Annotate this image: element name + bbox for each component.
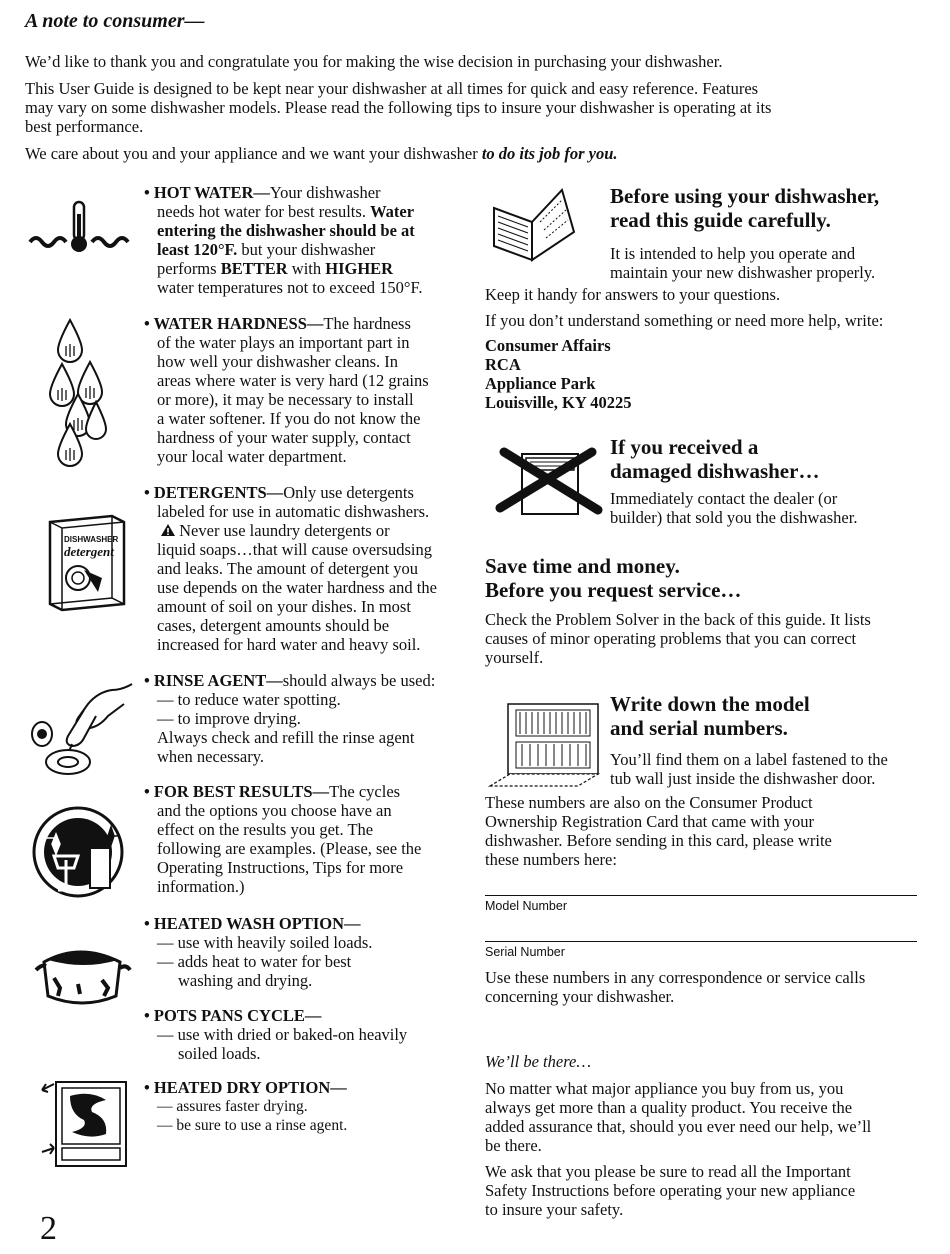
tip-pots-pans-line: — use with dried or baked-on heavily [157,1025,408,1044]
tip-best-results-line: following are examples. (Please, see the [157,839,422,858]
tip-detergents-line: and leaks. The amount of detergent you [157,559,419,578]
tip-hot-water-line: with [287,259,326,278]
tip-detergents-line: labeled for use in automatic dishwashers. [157,502,430,521]
tip-detergents-warning: Never use laundry detergents or [175,521,390,540]
before-using-text-2: maintain your new dishwasher properly. [610,263,876,282]
thermometer-icon [28,200,133,258]
damaged-heading-1: If you received a [610,435,759,459]
tip-rinse-agent-first: should always be used: [282,671,436,690]
damaged-text-1: Immediately contact the dealer (or [610,489,838,508]
use-numbers-line: Use these numbers in any correspondence or service calls [485,968,866,987]
save-time-line: Check the Problem Solver in the back of this guide. It lists [485,610,871,629]
intro-paragraph-3 [25,144,925,163]
damaged-heading-2: damaged dishwasher… [610,459,820,483]
tip-water-hardness-line: hardness of your water supply, contact [157,428,411,447]
intro-p3-emphasis: to do its job for you. [481,144,618,163]
numbers-paragraph [485,793,925,869]
safety-line: to insure your safety. [485,1200,624,1219]
use-numbers-paragraph [485,968,925,1006]
before-using-heading-1: Before using your dishwasher, [610,184,880,208]
tip-detergents-heading: • DETERGENTS— [144,483,284,502]
tip-water-hardness-line: your local water department. [157,447,347,466]
damaged-section [610,435,930,527]
tip-hot-water-line: least 120°F. [157,240,238,259]
mailing-address [485,336,925,412]
save-time-line: yourself. [485,648,544,667]
sparkling-dishes-icon [32,800,132,900]
tip-pots-pans [144,1006,464,1063]
tip-best-results-line: Operating Instructions, Tips for more [157,858,404,877]
tip-heated-dry [144,1078,464,1135]
tip-hot-water-bold: Water [370,202,415,221]
save-time-heading-2: Before you request service… [485,578,742,602]
tip-rinse-agent-heading: • RINSE AGENT— [144,671,283,690]
save-time-section [485,554,925,667]
tip-water-hardness-line: of the water plays an important part in [157,333,410,352]
tip-water-hardness-line: areas where water is very hard (12 grains [157,371,429,390]
tip-pots-pans-heading: • POTS PANS CYCLE— [144,1006,322,1025]
tip-detergents-line: amount of soil on your dishes. In most [157,597,411,616]
intro-p2-line2: may vary on some dishwasher models. Please read the following tips to insure your dishwasher is operating at its [25,98,772,117]
tip-hot-water-line: needs hot water for best results. [157,202,366,221]
tip-water-hardness-line: how well your dishwasher cleans. In [157,352,399,371]
tip-rinse-agent [144,671,464,766]
tip-hot-water-line: water temperatures not to exceed 150°F. [157,278,423,297]
safety-line: We ask that you please be sure to read all the Important [485,1162,851,1181]
tip-rinse-agent-line: — to improve drying. [157,709,301,728]
tip-heated-wash-line: washing and drying. [178,971,313,990]
tip-best-results-line: information.) [157,877,245,896]
dishwasher-dry-icon [40,1076,132,1170]
tip-detergents-line: use depends on the water hardness and the [157,578,437,597]
serial-number-label: Serial Number [485,945,565,959]
be-there-paragraph [485,1079,925,1155]
intro-paragraph-2 [25,79,925,136]
tip-heated-wash-line: — use with heavily soiled loads. [157,933,373,952]
tip-rinse-agent-line: when necessary. [157,747,265,766]
before-using-section [610,184,930,282]
use-numbers-line: concerning your dishwasher. [485,987,675,1006]
address-line: RCA [485,355,521,374]
tip-best-results-first: The cycles [329,782,401,801]
intro-p3-plain: We care about you and your appliance and we want your dishwasher [25,144,482,163]
tip-pots-pans-line: soiled loads. [178,1044,261,1063]
model-number-field[interactable] [485,895,917,896]
damaged-text-2: builder) that sold you the dishwasher. [610,508,858,527]
tip-heated-wash-heading: • HEATED WASH OPTION— [144,914,361,933]
warning-icon [161,521,175,540]
be-there-line: No matter what major appliance you buy from us, you [485,1079,844,1098]
tip-rinse-agent-line: Always check and refill the rinse agent [157,728,415,747]
write-down-heading-1: Write down the model [610,692,810,716]
be-there-title: We’ll be there… [485,1052,592,1071]
rinse-agent-icon [28,680,140,780]
safety-line: Safety Instructions before operating your new appliance [485,1181,856,1200]
tip-best-results-heading: • FOR BEST RESULTS— [144,782,330,801]
model-number-label: Model Number [485,899,567,913]
tip-detergents-first: Only use detergents [283,483,414,502]
tip-heated-dry-line: — assures faster drying. [157,1098,308,1115]
need-help-text: If you don’t understand something or need more help, write: [485,311,884,330]
detergent-box-label: detergent [64,544,114,559]
numbers-line: dishwasher. Before sending in this card, please write [485,831,832,850]
tip-hot-water-line: HIGHER [325,259,394,278]
tip-heated-dry-heading: • HEATED DRY OPTION— [144,1078,347,1097]
dishwasher-interior-icon [488,700,604,788]
tip-best-results [144,782,464,896]
numbers-line: These numbers are also on the Consumer Product [485,793,813,812]
tip-heated-dry-line: — be sure to use a rinse agent. [157,1117,348,1134]
serial-number-field[interactable] [485,941,917,942]
open-book-icon [490,186,576,262]
tip-hot-water-heading: • HOT WATER— [144,183,270,202]
tip-heated-wash-line: — adds heat to water for best [157,952,352,971]
save-time-line: causes of minor operating problems that you can correct [485,629,857,648]
tip-water-hardness-line: a water softener. If you do not know the [157,409,421,428]
detergent-box-icon [44,512,128,612]
intro-p2-line3: best performance. [25,117,144,136]
tip-hot-water-line: but your dishwasher [237,240,376,259]
tip-detergents-line: cases, detergent amounts should be [157,616,390,635]
tip-hot-water-first: Your dishwasher [269,183,381,202]
tip-heated-wash [144,914,464,990]
keep-handy-text: Keep it handy for answers to your questions. [485,285,781,304]
intro-p2-line1: This User Guide is designed to be kept near your dishwasher at all times for quick and easy reference. Features [25,79,759,98]
save-time-heading-1: Save time and money. [485,554,680,578]
write-down-section [610,692,930,788]
page-number: 2 [40,1210,57,1247]
water-drops-icon [48,318,108,468]
tip-hot-water-line: performs [157,259,221,278]
tip-best-results-line: and the options you choose have an [157,801,392,820]
address-line: Consumer Affairs [485,336,611,355]
tip-hot-water [144,183,464,297]
address-line: Louisville, KY 40225 [485,393,632,412]
before-using-text-1: It is intended to help you operate and [610,244,856,263]
tip-detergents-line: liquid soaps…that will cause oversudsing [157,540,432,559]
dirty-pot-icon [32,940,132,1010]
be-there-line: always get more than a quality product. You receive the [485,1098,853,1117]
tip-detergents-line: increased for hard water and heavy soil. [157,635,421,654]
before-using-heading-2: read this guide carefully. [610,208,831,232]
tip-water-hardness-first: The hardness [323,314,411,333]
crossed-dishwasher-icon [494,446,606,520]
be-there-line: be there. [485,1136,542,1155]
tip-best-results-line: effect on the results you get. The [157,820,374,839]
intro-paragraph-1: We’d like to thank you and congratulate you for making the wise decision in purchasing your dishwasher. [25,52,723,71]
tip-water-hardness [144,314,464,466]
tip-rinse-agent-line: — to reduce water spotting. [157,690,341,709]
tip-hot-water-line: BETTER [220,259,288,278]
tip-water-hardness-heading: • WATER HARDNESS— [144,314,324,333]
tip-hot-water-line: entering the dishwasher should be at [157,221,415,240]
detergent-box-label-top: DISHWASHER [64,535,119,544]
be-there-line: added assurance that, should you ever need our help, we’ll [485,1117,872,1136]
numbers-line: these numbers here: [485,850,617,869]
address-line: Appliance Park [485,374,596,393]
write-down-text-2: tub wall just inside the dishwasher door. [610,769,876,788]
page-title: A note to consumer— [25,10,205,32]
tip-water-hardness-line: or more), it may be necessary to install [157,390,414,409]
numbers-line: Ownership Registration Card that came with your [485,812,815,831]
tip-detergents [144,483,464,654]
safety-paragraph [485,1162,925,1219]
write-down-text-1: You’ll find them on a label fastened to the [610,750,888,769]
write-down-heading-2: and serial numbers. [610,716,788,740]
